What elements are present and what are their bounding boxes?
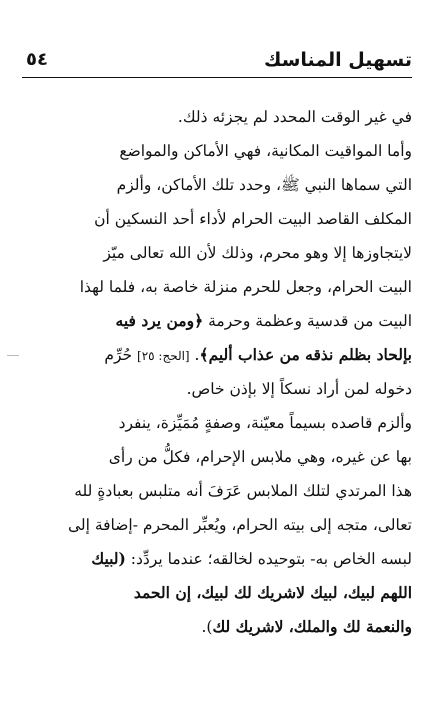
paragraph <box>22 100 412 406</box>
paragraph <box>22 406 412 644</box>
margin-mark <box>7 355 19 356</box>
text-segment: وأما المواقيت المكانية، فهي الأماكن والمواضع <box>119 142 412 160</box>
book-title: تسهيل المناسك <box>264 49 412 71</box>
text-line <box>22 508 412 542</box>
text-segment: المكلف القاصد البيت الحرام لأداء أحد النسكين أن <box>94 210 412 228</box>
text-line <box>22 406 412 440</box>
text-line <box>22 304 412 338</box>
emphasis-text: اللهم لبيك، لبيك لاشريك لك لبيك، إن الحمد <box>133 583 412 602</box>
text-line <box>22 202 412 236</box>
text-segment: ). <box>201 618 213 636</box>
text-line <box>22 100 412 134</box>
text-segment: دخوله لمن أراد نسكاً إلا بإذن خاص. <box>186 380 412 398</box>
page-number: ٥٤ <box>26 49 48 70</box>
header-rule <box>22 77 412 78</box>
text-line <box>22 372 412 406</box>
text-segment: لبسه الخاص به- بتوحيده لخالقه؛ عندما يردِّد: <box>125 550 412 568</box>
text-line <box>22 134 412 168</box>
page-header <box>22 46 412 80</box>
text-line <box>22 576 412 610</box>
text-line <box>22 440 412 474</box>
text-line <box>22 474 412 508</box>
text-line <box>22 168 412 202</box>
text-line <box>22 270 412 304</box>
text-line <box>22 542 412 576</box>
text-segment: هذا المرتدي لتلك الملابس عَرَفَ أنه متلبس بعبادةٍ لله <box>74 482 412 500</box>
text-line <box>22 338 412 372</box>
emphasis-text: بإلحاد بظلم نذقه من عذاب أليم﴾ <box>199 345 412 364</box>
text-segment: . <box>189 346 200 364</box>
text-segment: وألزم قاصده بسيماً معيّنة، وصفةٍ مُمَيِّزة، ينفرد <box>118 414 412 432</box>
text-segment: في غير الوقت المحدد لم يجزئه ذلك. <box>177 108 412 126</box>
verse-reference: [الحج: ٢٥] <box>137 349 190 363</box>
emphasis-text: (لبيك <box>91 549 126 568</box>
emphasis-text: ﴿ومن يرد فيه <box>115 311 204 330</box>
text-segment: التي سماها النبي ﷺ، وحدد تلك الأماكن، وألزم <box>116 176 412 194</box>
text-line <box>22 610 412 644</box>
text-segment: لايتجاوزها إلا وهو محرم، وذلك لأن الله تعالى ميّز <box>103 244 412 262</box>
page-body <box>22 100 412 644</box>
text-segment: بها عن غيره، وهي ملابس الإحرام، فكلُّ من رأى <box>108 448 412 466</box>
text-line <box>22 236 412 270</box>
text-segment: البيت الحرام، وجعل للحرم منزلة خاصة به، فلما لهذا <box>79 278 412 296</box>
text-segment: البيت من قدسية وعظمة وحرمة <box>203 312 412 330</box>
text-segment: حُرِّم <box>104 346 138 364</box>
text-segment: تعالى، متجه إلى بيته الحرام، ويُعبِّر المحرم -إضافة إلى <box>67 516 412 534</box>
emphasis-text: والنعمة لك والملك، لاشريك لك <box>212 617 412 636</box>
